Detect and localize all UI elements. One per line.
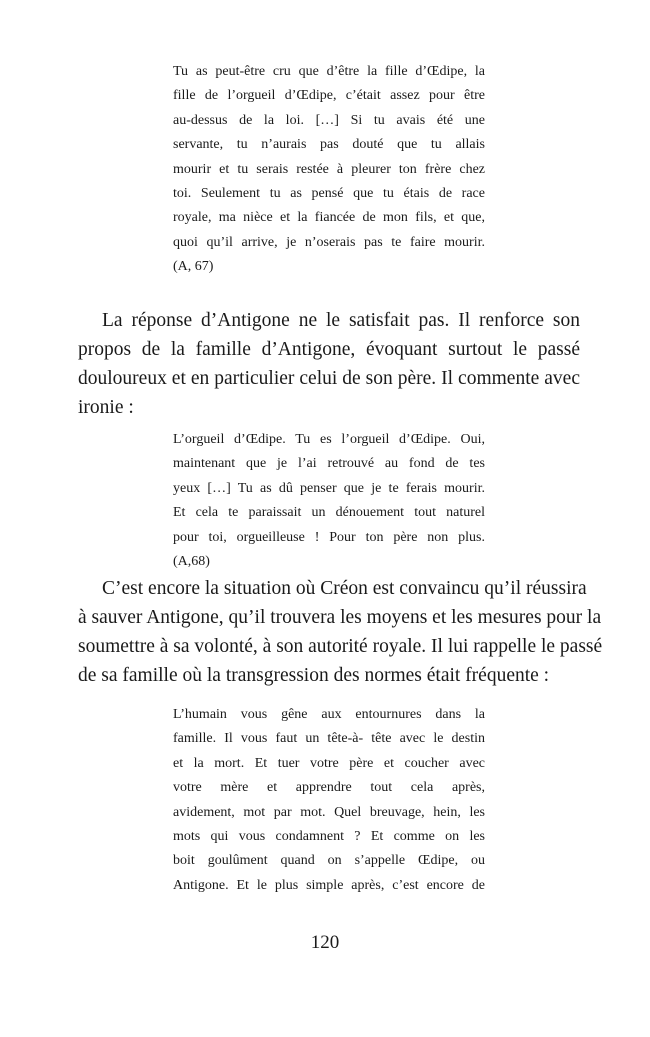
text-line: soumettre à sa volonté, à son autorité royale. Il lui rappelle le passé [78,636,603,657]
text-line: maintenant que je l’ai retrouvé au fond de tes [173,456,485,472]
text-line: boit goulûment quand on s’appelle Œdipe, ou [173,853,485,869]
text-line: yeux […] Tu as dû penser que je te ferais mourir. [173,480,485,496]
body-paragraph-2 [78,574,603,690]
text-line: (A, 67) [173,259,214,275]
text-line: C’est encore la situation où Créon est convaincu qu’il réussira [102,578,587,599]
text-line: et la mort. Et tuer votre père et coucher avec [173,755,485,771]
text-line: L’humain vous gêne aux entournures dans la [173,707,485,722]
text-line: quoi qu’il arrive, je n’oserais pas te faire mourir. [173,234,485,250]
body-paragraph-1 [78,306,580,422]
text-line: Antigone. Et le plus simple après, c’est encore de [173,877,485,893]
text-line: avidement, mot par mot. Quel breuvage, hein, les [173,804,485,820]
text-line: toi. Seulement tu as pensé que tu étais de race [173,186,485,202]
text-line: mots qui vous condamnent ? Et comme on les [173,829,485,845]
page-number: 120 [310,932,340,953]
text-line: Tu as peut-être cru que d’être la fille d’Œdipe, la [173,64,485,79]
text-line: famille. Il vous faut un tête-à- tête avec le destin [173,731,485,747]
text-line: à sauver Antigone, qu’il trouvera les moyens et les mesures pour la [78,607,602,628]
text-line: pour toi, orgueilleuse ! Pour ton père non plus. [173,529,485,545]
text-line: votre mère et apprendre tout cela après, [173,780,485,796]
text-line: de sa famille où la transgression des normes était fréquente : [78,665,550,686]
block-quote-1 [173,60,485,280]
text-line: L’orgueil d’Œdipe. Tu es l’orgueil d’Œdipe. Oui, [173,432,485,447]
block-quote-3 [173,703,485,898]
text-line: douloureux et en particulier celui de son père. Il commente avec [78,368,580,389]
text-line: au-dessus de la loi. […] Si tu avais été une [173,112,485,128]
block-quote-2 [173,428,485,574]
text-line: fille de l’orgueil d’Œdipe, c’était assez pour être [173,88,485,104]
text-line: royale, ma nièce et la fiancée de mon fils, et que, [173,210,485,226]
text-line: ironie : [78,397,134,418]
text-line: (A,68) [173,554,210,570]
text-line: servante, tu n’aurais pas douté que tu allais [173,137,485,153]
text-line: La réponse d’Antigone ne le satisfait pas. Il renforce son [102,310,580,331]
text-line: mourir et tu serais restée à pleurer ton frère chez [173,161,485,177]
text-line: Et cela te paraissait un dénouement tout naturel [173,505,485,521]
text-line: propos de la famille d’Antigone, évoquant surtout le passé [78,339,580,360]
